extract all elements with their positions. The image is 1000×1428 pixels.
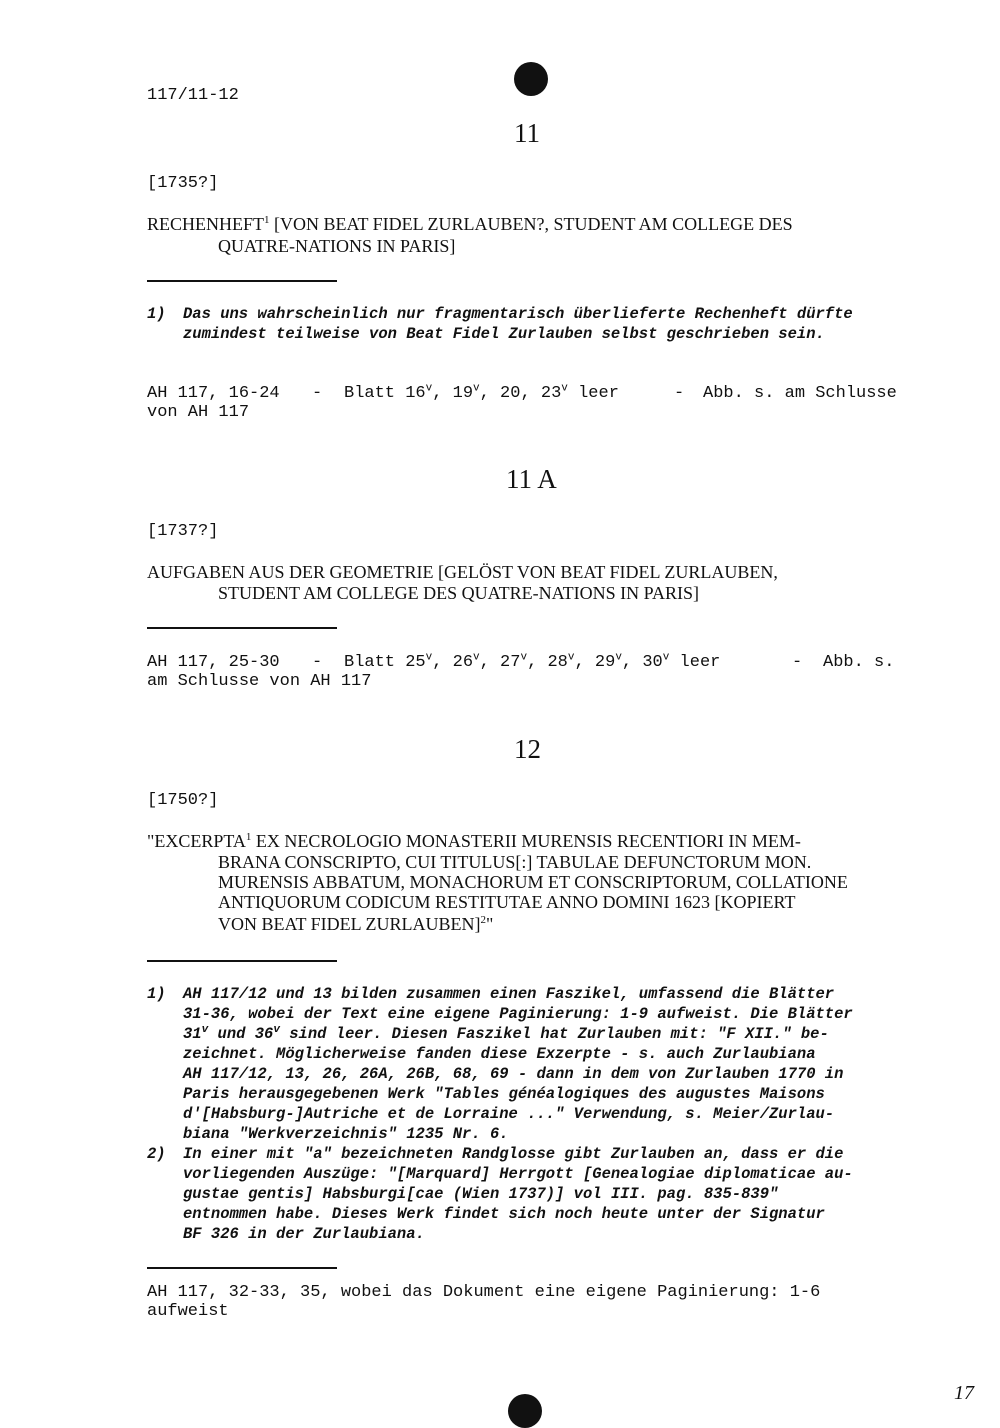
entry-title: AUFGABEN AUS DER GEOMETRIE [GELÖST VON BEAT FIDEL ZURLAUBEN, bbox=[147, 562, 778, 582]
entry-title-cont: QUATRE-NATIONS IN PARIS] bbox=[218, 236, 456, 256]
leaf: , 30 bbox=[621, 653, 663, 672]
verso-mark: v bbox=[473, 651, 480, 664]
title-text: VON BEAT FIDEL ZURLAUBEN] bbox=[218, 914, 481, 934]
title-text: EX NECROLOGIO MONASTERII MURENSIS RECENTIORI IN MEM- bbox=[251, 831, 801, 851]
footnote-divider bbox=[147, 280, 337, 282]
leaf: , 26 bbox=[432, 653, 474, 672]
entry-title-cont: STUDENT AM COLLEGE DES QUATRE-NATIONS IN PARIS] bbox=[218, 583, 700, 603]
footnote-ref: 1 bbox=[264, 214, 270, 226]
source-abb: Abb. s. am Schlusse bbox=[703, 384, 897, 403]
entry-title-cont: ANTIQUORUM CODICUM RESTITUTAE ANNO DOMINI 1623 [KOPIERT bbox=[218, 892, 796, 912]
handwritten-page-mark: 17 bbox=[954, 1382, 974, 1404]
source-line: AH 117, 32-33, 35, wobei das Dokument eine eigene Paginierung: 1-6 bbox=[147, 1283, 821, 1302]
source-abb: Abb. s. bbox=[823, 653, 895, 672]
source-ref: AH 117, 16-24 bbox=[147, 384, 280, 403]
entry-title bbox=[147, 214, 793, 234]
leaf: , 27 bbox=[479, 653, 521, 672]
verso-mark: v bbox=[520, 651, 528, 664]
source-dash: - bbox=[792, 653, 803, 672]
footnote-mark: 2) bbox=[147, 1145, 166, 1163]
section-divider bbox=[147, 627, 337, 629]
source-line-2: von AH 117 bbox=[147, 403, 250, 422]
punch-hole-bottom bbox=[508, 1394, 542, 1428]
footnote-text: 31-36, wobei der Text eine eigene Paginierung: 1-9 aufweist. Die Blätter bbox=[183, 1005, 853, 1023]
entry-title bbox=[147, 831, 801, 851]
title-text: " bbox=[486, 914, 494, 934]
source-dash: - bbox=[312, 384, 323, 403]
verso-mark: v bbox=[662, 651, 670, 664]
leaf: , 20, 23 bbox=[479, 384, 562, 403]
footnote-text: biana "Werkverzeichnis" 1235 Nr. 6. bbox=[183, 1125, 509, 1143]
verso-mark: v bbox=[273, 1023, 280, 1036]
entry-number: 11 A bbox=[506, 464, 557, 494]
entry-title-cont: MURENSIS ABBATUM, MONACHORUM ET CONSCRIPTORUM, COLLATIONE bbox=[218, 872, 848, 892]
footnote-divider bbox=[147, 960, 337, 962]
leaf: leer bbox=[669, 653, 721, 672]
text: sind leer. Diesen Faszikel hat Zurlauben mit: "F XII." be- bbox=[279, 1025, 829, 1043]
source-line-2: aufweist bbox=[147, 1302, 229, 1321]
source-line-2: am Schlusse von AH 117 bbox=[147, 672, 372, 691]
entry-number: 12 bbox=[514, 734, 541, 764]
verso-mark: v bbox=[561, 382, 568, 395]
title-text: [VON BEAT FIDEL ZURLAUBEN?, STUDENT AM COLLEGE DES bbox=[269, 214, 793, 234]
entry-number: 11 bbox=[514, 118, 540, 148]
verso-mark: v bbox=[473, 382, 480, 395]
footnote-mark: 1) bbox=[147, 985, 166, 1003]
footnote-text: AH 117/12, 13, 26, 26A, 26B, 68, 69 - dann in dem von Zurlauben 1770 in bbox=[183, 1065, 844, 1083]
source-dash: - bbox=[312, 653, 323, 672]
leaf: , 29 bbox=[574, 653, 616, 672]
entry-title-cont bbox=[218, 914, 493, 934]
footnote-text: BF 326 in der Zurlaubiana. bbox=[183, 1225, 425, 1243]
source-leaves bbox=[344, 384, 619, 403]
footnote-mark: 1) bbox=[147, 305, 166, 323]
verso-mark: v bbox=[615, 651, 622, 664]
footnote-text: d'[Habsburg-]Autriche et de Lorraine ..." Verwendung, s. Meier/Zurlau- bbox=[183, 1105, 835, 1123]
footnote-text: Das uns wahrscheinlich nur fragmentarisch überlieferte Rechenheft dürfte bbox=[183, 305, 853, 323]
footnote-text: AH 117/12 und 13 bilden zusammen einen Faszikel, umfassend die Blätter bbox=[183, 985, 835, 1003]
entry-date: [1735?] bbox=[147, 174, 219, 193]
title-text: "EXCERPTA bbox=[147, 831, 246, 851]
page-reference: 117/11-12 bbox=[147, 86, 239, 105]
footnote-text: entnommen habe. Dieses Werk findet sich noch heute unter der Signatur bbox=[183, 1205, 825, 1223]
title-text: RECHENHEFT bbox=[147, 214, 264, 234]
footnote-text: gustae gentis] Habsburgi[cae (Wien 1737)] vol III. pag. 835-839" bbox=[183, 1185, 779, 1203]
leaf: Blatt 16 bbox=[344, 384, 426, 403]
footnote-text: vorliegenden Auszüge: "[Marquard] Herrgott [Genealogiae diplomaticae au- bbox=[183, 1165, 853, 1183]
source-leaves bbox=[344, 653, 720, 672]
footnote-text bbox=[183, 1025, 829, 1043]
leaf: , 28 bbox=[527, 653, 568, 672]
verso-mark: v bbox=[425, 382, 433, 395]
entry-date: [1750?] bbox=[147, 791, 219, 810]
entry-title-cont: BRANA CONSCRIPTO, CUI TITULUS[:] TABULAE DEFUNCTORUM MON. bbox=[218, 852, 812, 872]
punch-hole-top bbox=[514, 62, 548, 96]
leaf: , 19 bbox=[432, 384, 474, 403]
footnote-text: zumindest teilweise von Beat Fidel Zurlauben selbst geschrieben sein. bbox=[183, 325, 825, 343]
source-line bbox=[147, 384, 280, 403]
footnote-ref: 2 bbox=[480, 914, 486, 926]
footnote-text: zeichnet. Möglicherweise fanden diese Exzerpte - s. auch Zurlaubiana bbox=[183, 1045, 816, 1063]
source-dash: - bbox=[674, 384, 685, 403]
leaf: leer bbox=[567, 384, 619, 403]
source-ref: AH 117, 25-30 bbox=[147, 653, 280, 672]
text: und 36 bbox=[208, 1025, 274, 1043]
entry-date: [1737?] bbox=[147, 522, 219, 541]
section-divider bbox=[147, 1267, 337, 1269]
verso-mark: v bbox=[425, 651, 433, 664]
verso-mark: v bbox=[201, 1023, 209, 1036]
text: 31 bbox=[183, 1025, 202, 1043]
footnote-text: Paris herausgegebenen Werk "Tables généalogiques des augustes Maisons bbox=[183, 1085, 825, 1103]
verso-mark: v bbox=[567, 651, 575, 664]
footnote-ref: 1 bbox=[245, 831, 252, 843]
footnote-text: In einer mit "a" bezeichneten Randglosse gibt Zurlauben an, dass er die bbox=[183, 1145, 844, 1163]
leaf: Blatt 25 bbox=[344, 653, 426, 672]
